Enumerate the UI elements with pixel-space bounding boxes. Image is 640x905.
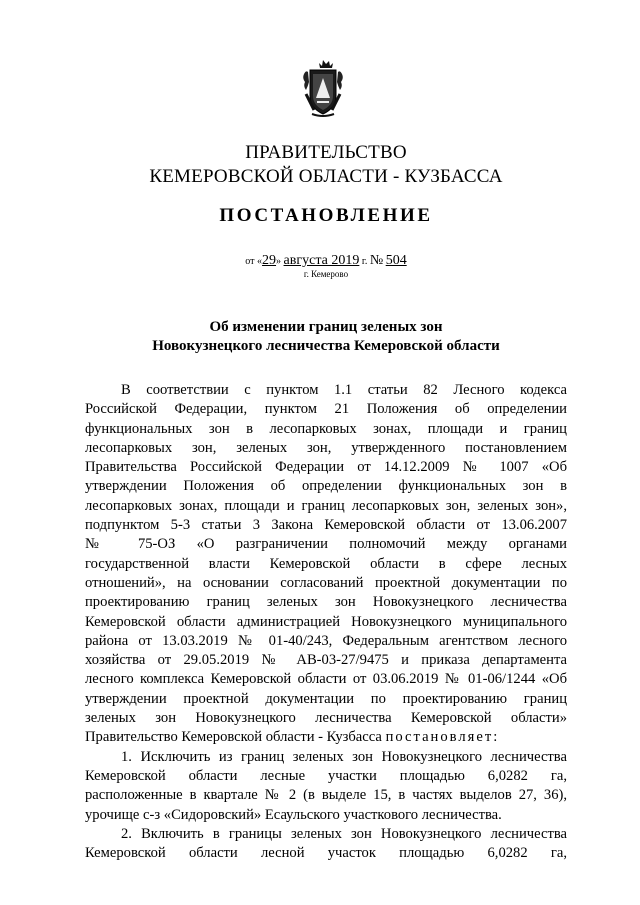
date-month-year: августа 2019 — [283, 253, 360, 268]
body-line: Правительства Российской Федерации от 14.12.2009 № 1007 «Об — [85, 459, 567, 476]
document-subject — [0, 318, 640, 356]
date-prefix: от « — [245, 256, 263, 267]
body-line: лесного комплекса Кемеровской области от 03.06.2019 № 01-06/1244 «Об — [85, 671, 567, 688]
date-suffix: г. — [361, 256, 368, 267]
subject-line-1: Об изменении границ зеленых зон — [209, 319, 443, 335]
body-line: хозяйства от 29.05.2019 № АВ-03-27/9475 и приказа департамента — [85, 652, 567, 669]
body-line: Кемеровской области администрацией Новокузнецкого муниципального — [85, 613, 567, 630]
body-line: функциональных зон в лесопарковых зонах, площади и границ — [85, 420, 567, 437]
body-line: отношений», на основании согласований проектной документации по — [85, 574, 567, 591]
body-line: государственной власти Кемеровской области в сфере лесных — [85, 555, 567, 572]
item-1-line: урочище с-з «Сидоровский» Есаульского участкового лесничества. — [85, 806, 502, 823]
document-number: 504 — [385, 253, 407, 268]
body-line: подпунктом 5-3 статьи 3 Закона Кемеровской области от 13.06.2007 — [85, 517, 567, 534]
subject-line-2: Новокузнецкого лесничества Кемеровской области — [152, 338, 500, 354]
decree-word: постановляет: — [385, 729, 500, 746]
body-line: зеленых зон Новокузнецкого лесничества Кемеровской области» — [85, 710, 567, 727]
item-2-line: 2. Включить в границы зеленых зон Новокузнецкого лесничества — [121, 825, 567, 842]
decree-line — [85, 728, 567, 747]
item-2-line: Кемеровской области лесной участок площадью 6,0282 га, — [85, 845, 567, 862]
date-day: 29 — [262, 253, 277, 268]
body-line: лесопарковых зон, зеленых зон, утвержденного постановлением — [85, 439, 567, 456]
body-line: Российской Федерации, пунктом 21 Положения об определении — [85, 401, 567, 418]
item-1-line: Кемеровской области лесные участки площадью 6,0282 га, — [85, 767, 567, 784]
coat-of-arms-emblem — [300, 58, 346, 118]
city-label: г. Кемерово — [303, 269, 349, 279]
date-mid: » — [276, 256, 282, 267]
body-line: района от 13.03.2019 № 01-40/243, Федеральным агентством лесного — [85, 632, 567, 649]
item-1-line: расположенные в квартале № 2 (в выделе 15, в частях выделов 27, 36), — [85, 787, 567, 804]
body-line: проектированию границ зеленых зон Новокузнецкого лесничества — [85, 594, 567, 611]
region-title: КЕМЕРОВСКОЙ ОБЛАСТИ - КУЗБАССА — [149, 166, 503, 187]
body-line: № 75-ОЗ «О разграничении полномочий между органами — [85, 536, 567, 553]
government-title: ПРАВИТЕЛЬСТВО — [245, 142, 407, 163]
number-sign: № — [369, 253, 384, 268]
document-body — [85, 381, 567, 863]
body-line: утверждении проектной документации по проектированию границ — [85, 690, 567, 707]
body-line: В соответствии с пунктом 1.1 статьи 82 Лесного кодекса — [121, 382, 567, 398]
body-line: лесопарковых зонах, площади и границ лесопарковых зон, зеленых зон», — [85, 497, 567, 514]
document-type-title: ПОСТАНОВЛЕНИЕ — [219, 205, 433, 226]
decree-prefix: Правительство Кемеровской области - Кузбасса — [85, 729, 382, 746]
body-line: утверждении Положения об определении функциональных зон в — [85, 478, 567, 495]
item-1-line: 1. Исключить из границ зеленых зон Новокузнецкого лесничества — [121, 748, 567, 765]
